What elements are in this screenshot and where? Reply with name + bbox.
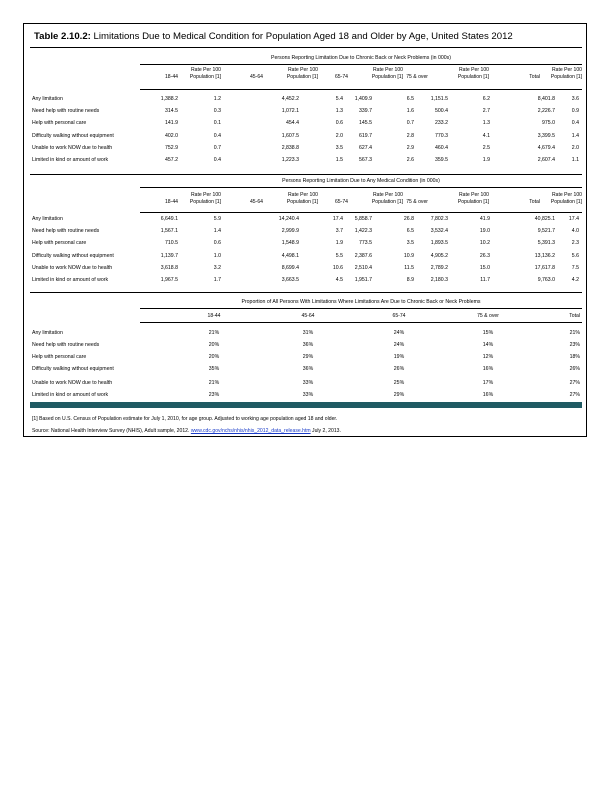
table-cell: 35% — [208, 366, 220, 372]
table-title-text: Limitations Due to Medical Condition for Population Aged 18 and Older by Age, United States 2012 — [90, 31, 513, 42]
table-cell: 4,679.4 — [537, 144, 555, 151]
row-label: Help with personal care — [32, 354, 87, 360]
table-cell: 457.2 — [165, 157, 178, 163]
column-header: 75 & over — [406, 199, 428, 205]
row-label: Any limitation — [32, 216, 63, 222]
row-label: Help with personal care — [32, 240, 87, 247]
column-header: Rate Per 100 Population [1] — [550, 67, 582, 80]
table-cell: 13,136.2 — [534, 252, 555, 259]
table-cell: 15.0 — [479, 264, 490, 271]
column-header-rule — [140, 212, 582, 213]
table-cell: 1.9 — [482, 157, 490, 163]
table-cell: 500.4 — [435, 108, 448, 115]
table-cell: 2.8 — [406, 132, 414, 139]
table-cell: 36% — [302, 366, 314, 372]
table-cell: 1.6 — [406, 108, 414, 115]
table-cell: 1,151.5 — [430, 96, 448, 102]
table-cell: 460.4 — [435, 144, 448, 151]
footnote-rate: [1] Based on U.S. Census of Population estimate for July 1, 2010, for age group. Adjusted to working age population aged 18 and older. — [32, 416, 338, 422]
table-cell: 26% — [569, 366, 580, 372]
table-cell: 2.5 — [482, 144, 490, 151]
table-cell: 359.5 — [435, 157, 448, 163]
table-cell: 1.3 — [335, 108, 343, 115]
table-cell: 40,825.1 — [534, 216, 555, 222]
table-cell: 3.5 — [406, 240, 414, 247]
section-heading-rule — [140, 187, 582, 188]
table-cell: 27% — [569, 392, 580, 398]
table-cell: 2,510.4 — [354, 264, 372, 271]
table-cell: 1.3 — [482, 120, 490, 127]
table-cell: 770.3 — [435, 132, 448, 139]
table-cell: 339.7 — [359, 108, 372, 115]
table-cell: 314.5 — [165, 108, 178, 115]
table-cell: 5.9 — [213, 216, 221, 222]
row-label: Difficulty walking without equipment — [32, 132, 114, 139]
table-cell: 0.1 — [213, 120, 221, 127]
table-cell: 24% — [393, 330, 405, 336]
table-cell: 4.1 — [482, 132, 490, 139]
table-cell: 2.0 — [335, 132, 343, 139]
table-cell: 8.9 — [406, 277, 414, 283]
table-cell: 10.9 — [403, 252, 414, 259]
table-cell: 1.5 — [335, 157, 343, 163]
table-cell: 627.4 — [359, 144, 372, 151]
table-cell: 2,789.2 — [430, 264, 448, 271]
section-heading: Persons Reporting Limitation Due to Any Medical Condition (in 000s) — [282, 178, 440, 184]
table-cell: 141.9 — [165, 120, 178, 127]
table-cell: 1.1 — [571, 157, 579, 163]
table-cell: 21% — [208, 330, 220, 336]
table-cell: 23% — [208, 392, 220, 398]
source-link[interactable]: www.cdc.gov/nchs/nhis/nhis_2012_data_release.htm — [190, 428, 311, 434]
table-cell: 3,399.5 — [537, 132, 555, 139]
table-cell: 17.4 — [332, 216, 343, 222]
column-header: 75 & over — [477, 313, 499, 319]
table-number: Table 2.10.2: — [34, 31, 91, 42]
table-cell: 33% — [302, 380, 314, 386]
table-cell: 752.9 — [165, 144, 178, 151]
row-label: Limited in kind or amount of work — [32, 157, 109, 163]
table-cell: 9,763.0 — [537, 277, 555, 283]
section-heading: Persons Reporting Limitation Due to Chronic Back or Neck Problems (in 000s) — [271, 55, 451, 61]
column-header: Rate Per 100 Population [1] — [189, 67, 221, 80]
table-cell: 26% — [393, 366, 405, 372]
table-cell: 4,905.2 — [430, 252, 448, 259]
table-cell: 773.5 — [359, 240, 372, 247]
column-header: Rate Per 100 Population [1] — [371, 192, 403, 205]
table-end-band — [30, 402, 582, 408]
table-cell: 4.5 — [335, 277, 343, 283]
table-cell: 0.4 — [213, 132, 221, 139]
table-cell: 21% — [208, 380, 220, 386]
table-cell: 3,618.8 — [160, 264, 178, 271]
table-cell: 454.4 — [286, 120, 299, 127]
table-cell: 3.2 — [213, 264, 221, 271]
table-cell: 29% — [302, 354, 314, 360]
column-header-rule — [140, 322, 582, 323]
column-header-rule — [140, 89, 582, 90]
table-cell: 2.6 — [406, 157, 414, 163]
row-label: Help with personal care — [32, 120, 87, 127]
column-header: 18-44 — [164, 74, 178, 80]
table-cell: 3,532.4 — [430, 228, 448, 235]
table-cell: 19% — [393, 354, 405, 360]
table-cell: 5.6 — [571, 252, 579, 259]
table-cell: 29% — [393, 392, 405, 398]
table-cell: 21% — [569, 330, 580, 336]
table-cell: 0.4 — [213, 157, 221, 163]
row-label: Need help with routine needs — [32, 228, 100, 235]
column-header: 65-74 — [334, 74, 348, 80]
table-cell: 6.5 — [406, 96, 414, 102]
table-cell: 567.3 — [359, 157, 372, 163]
table-cell: 1.7 — [213, 277, 221, 283]
table-cell: 8,401.8 — [537, 96, 555, 102]
table-cell: 3,663.5 — [281, 277, 299, 283]
table-cell: 20% — [208, 342, 220, 348]
table-cell: 11.5 — [404, 264, 414, 271]
table-cell: 17.4 — [568, 216, 579, 222]
table-cell: 4.0 — [571, 228, 579, 235]
column-header: Total — [529, 74, 540, 80]
row-label: Unable to work NOW due to health — [32, 380, 113, 386]
table-cell: 0.6 — [335, 120, 343, 127]
table-cell: 17,617.8 — [534, 264, 555, 271]
table-cell: 1,223.3 — [281, 157, 299, 163]
table-title — [34, 31, 513, 42]
row-label: Limited in kind or amount of work — [32, 392, 109, 398]
table-cell: 10.2 — [479, 240, 490, 247]
table-cell: 33% — [302, 392, 314, 398]
column-header: Rate Per 100 Population [1] — [189, 192, 221, 205]
table-cell: 619.7 — [359, 132, 372, 139]
table-cell: 12% — [482, 354, 494, 360]
table-cell: 5.5 — [335, 252, 343, 259]
table-cell: 14% — [482, 342, 494, 348]
row-label: Difficulty walking without equipment — [32, 366, 114, 372]
table-cell: 1,951.7 — [354, 277, 372, 283]
column-header: Rate Per 100 Population [1] — [286, 192, 318, 205]
table-cell: 26.3 — [479, 252, 490, 259]
row-label: Any limitation — [32, 96, 63, 102]
table-cell: 1.4 — [213, 228, 221, 235]
table-cell: 27% — [569, 380, 580, 386]
table-cell: 1,967.5 — [160, 277, 178, 283]
column-header: Rate Per 100 Population [1] — [550, 192, 582, 205]
column-header: Rate Per 100 Population [1] — [457, 192, 489, 205]
table-cell: 0.3 — [213, 108, 221, 115]
table-cell: 2,180.3 — [430, 277, 448, 283]
table-cell: 0.4 — [571, 120, 579, 127]
table-cell: 15% — [482, 330, 494, 336]
title-rule — [30, 47, 582, 48]
table-cell: 4,498.1 — [281, 252, 299, 259]
table-cell: 1.4 — [571, 132, 579, 139]
table-cell: 41.9 — [479, 216, 490, 222]
section-heading-rule — [140, 308, 582, 309]
column-header: 45-64 — [249, 199, 263, 205]
table-cell: 975.0 — [542, 120, 555, 127]
source-text: Source: National Health Interview Survey (NHIS), Adult sample, 2012. — [32, 428, 190, 434]
table-cell: 1,422.3 — [354, 228, 372, 235]
table-cell: 1.2 — [213, 96, 221, 102]
table-cell: 1,139.7 — [160, 252, 178, 259]
row-label: Unable to work NOW due to health — [32, 264, 113, 271]
column-header: Rate Per 100 Population [1] — [286, 67, 318, 80]
section-heading: Proportion of All Persons With Limitations Where Limitations Are Due to Chronic Back or Neck Problems — [241, 299, 481, 305]
table-cell: 5,391.3 — [537, 240, 555, 247]
table-cell: 1,388.2 — [160, 96, 178, 102]
table-cell: 23% — [569, 342, 580, 348]
table-cell: 402.0 — [165, 132, 178, 139]
table-cell: 19.0 — [479, 228, 490, 235]
table-cell: 9,521.7 — [537, 228, 555, 235]
table-cell: 5.4 — [335, 96, 343, 102]
table-cell: 7.5 — [571, 264, 579, 271]
table-cell: 18% — [569, 354, 580, 360]
table-cell: 4.2 — [571, 277, 579, 283]
table-cell: 14,240.4 — [278, 216, 299, 222]
table-cell: 25% — [393, 380, 405, 386]
table-cell: 1,409.9 — [354, 96, 372, 102]
table-cell: 24% — [393, 342, 405, 348]
table-cell: 6,649.1 — [160, 216, 178, 222]
table-cell: 2,387.6 — [354, 252, 372, 259]
table-cell: 1.0 — [213, 252, 221, 259]
table-cell: 2.9 — [406, 144, 414, 151]
column-header: Rate Per 100 Population [1] — [457, 67, 489, 80]
table-cell: 145.5 — [359, 120, 372, 127]
footnote-source — [32, 428, 341, 434]
table-cell: 16% — [482, 366, 494, 372]
table-cell: 2.3 — [571, 240, 579, 247]
row-label: Any limitation — [32, 330, 63, 336]
table-cell: 10.6 — [332, 264, 343, 271]
section-end-rule — [30, 292, 582, 293]
column-header: 18-44 — [207, 313, 221, 319]
table-cell: 7,802.3 — [430, 216, 448, 222]
row-label: Unable to work NOW due to health — [32, 144, 113, 151]
table-cell: 1,607.5 — [281, 132, 299, 139]
column-header: Rate Per 100 Population [1] — [371, 67, 403, 80]
row-label: Limited in kind or amount of work — [32, 277, 109, 283]
section-heading-rule — [140, 64, 582, 65]
section-end-rule — [30, 174, 582, 175]
table-cell: 0.6 — [213, 240, 221, 247]
table-cell: 36% — [302, 342, 314, 348]
table-cell: 3.6 — [571, 96, 579, 102]
table-cell: 2.0 — [571, 144, 579, 151]
table-cell: 3.5 — [335, 144, 343, 151]
column-header: 45-64 — [301, 313, 315, 319]
table-cell: 0.7 — [406, 120, 414, 127]
column-header: 65-74 — [334, 199, 348, 205]
table-cell: 2,999.9 — [281, 228, 299, 235]
table-cell: 1,567.1 — [160, 228, 178, 235]
column-header: 45-64 — [249, 74, 263, 80]
table-cell: 710.5 — [165, 240, 178, 247]
column-header: 18-44 — [164, 199, 178, 205]
row-label: Difficulty walking without equipment — [32, 252, 114, 259]
table-cell: 0.7 — [213, 144, 221, 151]
table-cell: 1,893.5 — [430, 240, 448, 247]
column-header: Total — [529, 199, 540, 205]
column-header: 65-74 — [392, 313, 406, 319]
table-cell: 0.9 — [571, 108, 579, 115]
table-cell: 233.2 — [435, 120, 448, 127]
table-cell: 11.7 — [480, 277, 490, 283]
table-cell: 20% — [208, 354, 220, 360]
table-cell: 26.8 — [403, 216, 414, 222]
table-cell: 2,607.4 — [537, 157, 555, 163]
table-cell: 6.2 — [482, 96, 490, 102]
table-cell: 31% — [302, 330, 314, 336]
source-date: July 2, 2013. — [312, 428, 341, 434]
column-header: 75 & over — [406, 74, 428, 80]
table-cell: 1,072.1 — [281, 108, 299, 115]
table-cell: 6.5 — [406, 228, 414, 235]
column-header: Total — [569, 313, 580, 319]
table-cell: 3.7 — [335, 228, 343, 235]
table-cell: 5,858.7 — [354, 216, 372, 222]
row-label: Need help with routine needs — [32, 342, 100, 348]
table-cell: 1,548.9 — [281, 240, 299, 247]
table-cell: 2.7 — [482, 108, 490, 115]
table-cell: 8,699.4 — [281, 264, 299, 271]
table-cell: 16% — [482, 392, 494, 398]
table-cell: 17% — [482, 380, 494, 386]
table-cell: 4,452.2 — [281, 96, 299, 102]
table-cell: 2,838.8 — [281, 144, 299, 151]
table-cell: 1.9 — [335, 240, 343, 247]
row-label: Need help with routine needs — [32, 108, 100, 115]
table-cell: 2,226.7 — [537, 108, 555, 115]
